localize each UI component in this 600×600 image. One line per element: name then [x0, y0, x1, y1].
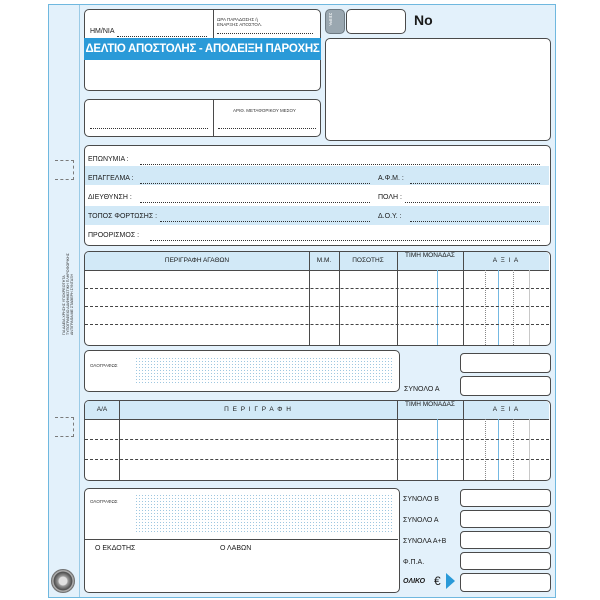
destination-field[interactable] [150, 240, 540, 241]
vat-amount[interactable] [460, 552, 551, 570]
total-a-label: ΣΥΝΟΛΟ Α [404, 386, 440, 393]
field-line[interactable] [90, 128, 208, 129]
col-description: ΠΕΡΙΓΡΑΦΗ ΑΓΑΘΩΝ [164, 257, 230, 264]
divider [437, 270, 438, 345]
profession-label: ΕΠΑΓΓΕΛΜΑ : [88, 175, 134, 182]
col-description: Π Ε Ρ Ι Γ Ρ Α Φ Η [224, 406, 292, 413]
total-b-label: ΣΥΝΟΛΟ Β [403, 496, 439, 503]
date-field[interactable] [117, 36, 207, 37]
vehicle-box [84, 99, 321, 137]
divider [485, 270, 486, 345]
divider [463, 252, 464, 345]
divider [397, 252, 398, 345]
printer-info-line: ΓΙΑ ΑΔΕΙΑ ΧΡΗΣΗΣ ΥΠΟΧΡΕΟΤΗΤΑ [62, 275, 66, 335]
divider [437, 419, 438, 480]
vat-label: Α.Φ.Μ. : [378, 175, 404, 182]
grand-total-amount[interactable] [460, 573, 551, 592]
time-field[interactable] [217, 33, 313, 34]
currency-symbol: € [434, 574, 441, 588]
printer-info-line: ΤΥΠΟΓΡΑΦΕΙΟ ΔΙΑΦΗΜΙΣΤΙΚΗ ΠΛΗΡΟΦΟΡΙΚΗΣ [66, 253, 70, 335]
address-label: ΔΙΕΥΘΥΝΣΗ : [88, 194, 132, 201]
vat-field[interactable] [410, 183, 540, 184]
series-box [325, 9, 345, 34]
divider [498, 270, 499, 345]
col-unit: Μ.Μ. [316, 257, 332, 264]
divider [213, 10, 214, 38]
col-index: Α/Α [96, 406, 108, 413]
address-field[interactable] [140, 202, 370, 203]
crop-mark [55, 160, 74, 180]
divider [485, 419, 486, 480]
total-ab-label: ΣΥΝΟΛΑ Α+Β [403, 538, 447, 545]
series-label: ΣΕΙΡΑ [328, 13, 333, 26]
goods-words-box [84, 350, 400, 392]
col-unit-price: ΤΙΜΗ ΜΟΝΑΔΑΣ [405, 252, 455, 259]
vehicle-field[interactable] [218, 128, 316, 129]
time-label-line: ΕΝΑΡΞΗΣ ΑΠΟΣΤΟΛ. [217, 22, 263, 27]
table-row[interactable] [85, 288, 549, 289]
col-value: Α Ξ Ι Α [492, 406, 520, 413]
printer-info-line: ΑΝΤΙΓΡΑΦΑ ΜΕ ΣΤΑΘΕΡΗ ΣΥΝΤΑΞΗ [70, 273, 74, 335]
table-row[interactable] [85, 459, 549, 460]
table-row[interactable] [85, 439, 549, 440]
divider [513, 419, 514, 480]
words-field[interactable] [135, 357, 393, 385]
divider [529, 270, 530, 345]
date-label: ΗΜ/ΝΙΑ [90, 28, 115, 35]
col-unit-price: ΤΙΜΗ ΜΟΝΑΔΑΣ [405, 401, 455, 408]
issuer-box [325, 38, 551, 141]
services-table [84, 400, 551, 481]
vehicle-label: ΑΡΙΘ. ΜΕΤΑΦΟΡΙΚΟΥ ΜΕΣΟΥ [233, 108, 296, 113]
col-quantity: ΠΟΣΟΤΗΣ [352, 257, 384, 264]
total-a-amount[interactable] [460, 510, 551, 528]
time-label [217, 17, 262, 27]
city-label: ΠΟΛΗ : [378, 194, 402, 201]
col-value: Α Ξ Ι Α [492, 257, 520, 264]
grand-total-label: ΟΛΙΚΟ [403, 578, 426, 585]
number-label: Νο [414, 12, 433, 28]
tax-office-label: Δ.Ο.Υ. : [378, 213, 402, 220]
total-a-amount[interactable] [460, 376, 551, 396]
table-row[interactable] [85, 306, 549, 307]
name-label: ΕΠΩΝΥΜΙΑ : [88, 156, 129, 163]
total-a-label: ΣΥΝΟΛΟ Α [403, 517, 439, 524]
divider [397, 401, 398, 480]
city-field[interactable] [405, 202, 540, 203]
issuer-signature-label: Ο ΕΚΔΟΤΗΣ [95, 545, 136, 552]
left-margin [49, 5, 80, 597]
goods-table [84, 251, 551, 346]
profession-field[interactable] [140, 183, 370, 184]
divider [463, 401, 464, 480]
divider [213, 100, 214, 136]
words-label: ΟΛΟΓΡΑΦΩΣ [90, 363, 118, 368]
total-ab-amount[interactable] [460, 531, 551, 549]
divider [498, 419, 499, 480]
printer-info [62, 253, 74, 335]
crop-mark [55, 417, 74, 437]
divider [529, 419, 530, 480]
name-field[interactable] [140, 164, 540, 165]
words-label: ΟΛΟΓΡΑΦΩΣ [90, 499, 118, 504]
divider [339, 252, 340, 345]
number-box[interactable] [346, 9, 406, 34]
divider [119, 401, 120, 480]
goods-amount-box[interactable] [460, 353, 551, 373]
document-title: ΔΕΛΤΙΟ ΑΠΟΣΤΟΛΗΣ - ΑΠΟΔΕΙΞΗ ΠΑΡΟΧΗΣ ΥΠΗΡΕΣΙΩΝ [84, 38, 321, 60]
customer-box [84, 145, 551, 246]
words-field[interactable] [135, 494, 393, 534]
tax-office-field[interactable] [410, 221, 540, 222]
divider [309, 252, 310, 345]
document-sheet [48, 4, 556, 598]
loading-field[interactable] [160, 221, 370, 222]
receiver-signature-label: Ο ΛΑΒΩΝ [220, 545, 252, 552]
vat-label: Φ.Π.Α. [403, 559, 425, 566]
header-box [84, 9, 321, 91]
loading-label: ΤΟΠΟΣ ΦΟΡΤΩΣΗΣ : [88, 213, 158, 220]
total-b-amount[interactable] [460, 489, 551, 507]
seal-emblem [51, 569, 75, 593]
bottom-box [84, 488, 400, 593]
time-label-line: ΩΡΑ ΠΑΡΑΔΟΣΗΣ ή [217, 17, 258, 22]
divider [513, 270, 514, 345]
table-row[interactable] [85, 324, 549, 325]
destination-label: ΠΡΟΟΡΙΣΜΟΣ : [88, 232, 140, 239]
arrow-icon [446, 573, 455, 589]
